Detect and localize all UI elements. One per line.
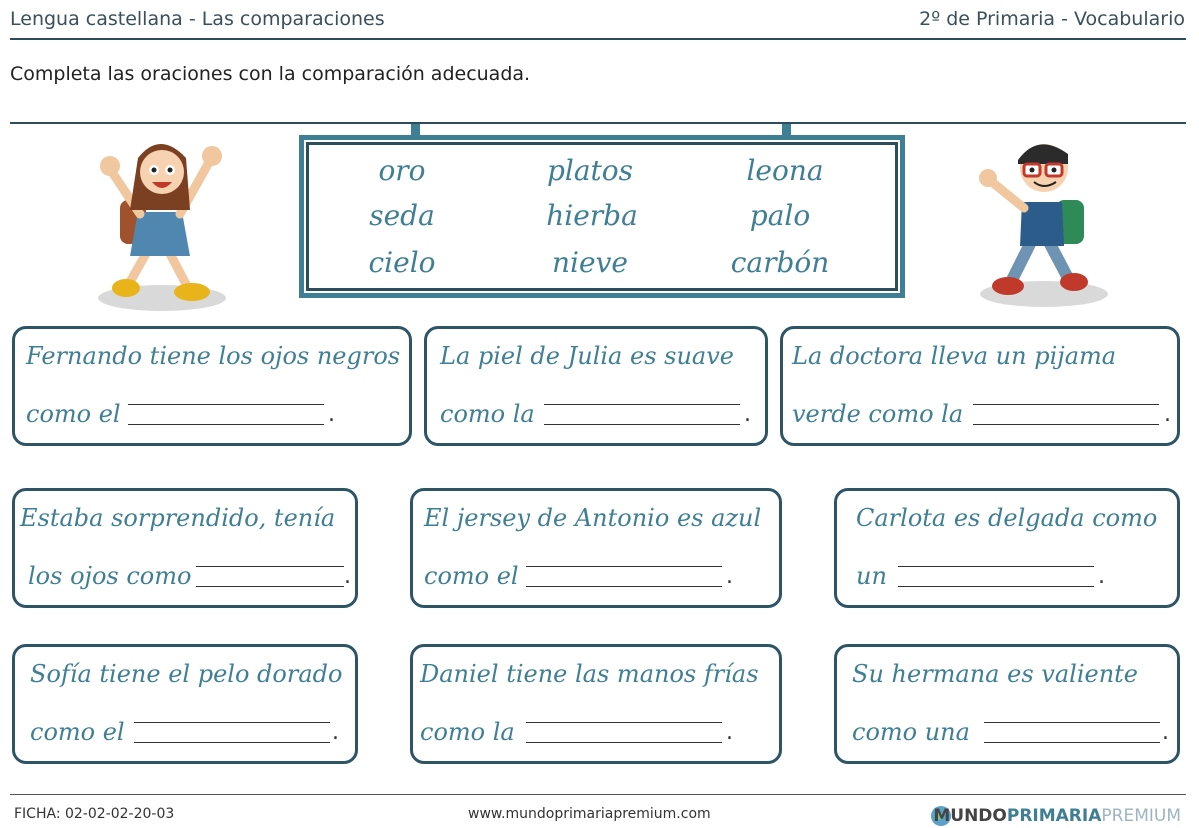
sentence-period: . [332, 720, 339, 745]
sentence-6-line1: Carlota es delgada como [856, 504, 1158, 532]
sentence-period: . [1162, 720, 1169, 745]
word-bank-item: hierba [546, 199, 638, 232]
sentence-period: . [726, 720, 733, 745]
worksheet-level: 2º de Primaria - Vocabulario [919, 8, 1185, 30]
answer-guide-line [526, 722, 722, 723]
brand-word-primaria: PRIMARIA [1006, 806, 1102, 826]
brand-word-premium: PREMIUM [1101, 806, 1181, 826]
sentence-period: . [328, 402, 335, 427]
sentence-7-line1: Sofía tiene el pelo dorado [30, 660, 343, 688]
sentence-8-line1: Daniel tiene las manos frías [420, 660, 759, 688]
sentence-6-line2: un [856, 562, 887, 590]
sentence-period: . [1098, 564, 1105, 589]
sentence-8-line2: como la [420, 718, 515, 746]
answer-guide-line [128, 404, 324, 405]
sentence-period: . [344, 564, 351, 589]
answer-guide-line [984, 722, 1160, 723]
girl-illustration [90, 132, 235, 314]
sentence-2-line1: La piel de Julia es suave [440, 342, 734, 370]
answer-guide-line [544, 404, 740, 405]
sentence-4-line1: Estaba sorprendido, tenía [20, 504, 336, 532]
sentence-2-line2: como la [440, 400, 535, 428]
sentence-1-line2: como el [26, 400, 121, 428]
answer-blank-9[interactable] [984, 742, 1160, 743]
answer-guide-line [898, 566, 1094, 567]
worksheet-subject: Lengua castellana - Las comparaciones [10, 8, 385, 30]
sentence-5-line1: El jersey de Antonio es azul [424, 504, 762, 532]
word-bank-item: oro [378, 154, 426, 187]
worksheet-code: FICHA: 02-02-02-20-03 [14, 806, 175, 822]
answer-blank-7[interactable] [134, 742, 330, 743]
sentence-7-line2: como el [30, 718, 125, 746]
sentence-5-line2: como el [424, 562, 519, 590]
answer-blank-2[interactable] [544, 424, 740, 425]
instruction-divider [10, 122, 1186, 124]
footer-divider [10, 794, 1186, 795]
word-bank-item: carbón [730, 246, 830, 279]
answer-guide-line [134, 722, 330, 723]
sentence-4-line2: los ojos como [28, 562, 192, 590]
brand-logo [933, 806, 1181, 826]
word-bank-item: leona [746, 154, 824, 187]
answer-blank-4[interactable] [196, 586, 344, 587]
word-bank-item: nieve [552, 246, 628, 279]
sentence-period: . [744, 402, 751, 427]
answer-blank-5[interactable] [526, 586, 722, 587]
sentence-1-line1: Fernando tiene los ojos negros [26, 342, 401, 370]
header-divider [10, 38, 1186, 40]
answer-blank-3[interactable] [973, 424, 1159, 425]
boy-illustration [972, 128, 1117, 310]
answer-blank-6[interactable] [898, 586, 1094, 587]
word-bank-item: palo [749, 199, 811, 232]
instruction: Completa las oraciones con la comparación adecuada. [10, 63, 531, 85]
word-bank-item: platos [546, 154, 634, 187]
brand-word-mundo: MUNDO [933, 806, 1007, 826]
word-bank-item: seda [369, 199, 435, 232]
website-url[interactable]: www.mundoprimariapremium.com [468, 806, 711, 822]
answer-blank-1[interactable] [128, 424, 324, 425]
sentence-9-line2: como una [852, 718, 970, 746]
sentence-3-line2: verde como la [792, 400, 964, 428]
answer-guide-line [526, 566, 722, 567]
answer-guide-line [196, 566, 344, 567]
answer-blank-8[interactable] [526, 742, 722, 743]
sentence-period: . [1164, 402, 1171, 427]
word-bank-item: cielo [368, 246, 436, 279]
answer-guide-line [973, 404, 1159, 405]
sentence-3-line1: La doctora lleva un pijama [792, 342, 1117, 370]
sentence-period: . [726, 564, 733, 589]
sentence-9-line1: Su hermana es valiente [852, 660, 1138, 688]
